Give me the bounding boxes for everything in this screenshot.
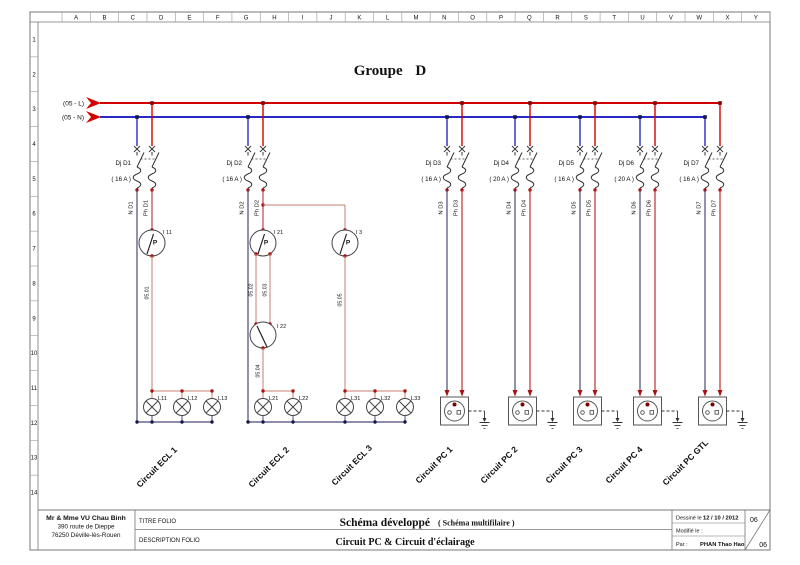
wire-number: 05.02 [248,283,255,297]
junction-dot [210,389,213,392]
grid-row-label: 12 [30,420,38,427]
switch-id: I 22 [277,324,287,330]
grid-row-label: 2 [32,72,36,79]
bus-junction-dot [150,101,154,105]
breaker-rating: ( 16 A ) [554,176,574,183]
grid-column-label: B [102,15,107,22]
bus-junction-dot [653,101,657,105]
circuit-name-label: Circuit ECL 3 [329,442,375,488]
neutral-wire-label: N D3 [438,201,445,215]
bus-junction-dot [135,115,139,119]
grid-column-label: G [243,15,249,22]
grid-row-label: 3 [32,107,36,114]
grid-column-label: W [696,15,703,22]
drawn-date-value: 12 / 10 / 2012 [703,515,739,522]
breaker-rating: ( 16 A ) [111,176,131,183]
grid-column-label: P [498,15,503,22]
grid-column-label: A [74,15,79,22]
grid-column-label: D [158,15,164,22]
lamp-label: L13 [218,396,228,402]
bus-junction-dot [513,115,517,119]
bus-junction-dot [528,101,532,105]
grid-row-label: 9 [32,316,36,323]
junction-dot [343,389,346,392]
neutral-wire-label: N D4 [506,201,513,215]
breaker-name: Dj D4 [493,160,509,167]
folio-number-bottom: 06 [759,542,767,549]
grid-column-label: I [301,15,304,22]
titre-folio-suffix: ( Schéma multifilaire ) [438,518,515,528]
sheet-title: Groupe D [353,63,427,79]
junction-dot [150,389,153,392]
drawn-by-label: Par : [676,542,688,548]
grid-row-label: 7 [32,246,36,253]
bus-junction-dot [261,101,265,105]
bus-junction-dot [246,115,250,119]
wire-number: 05.05 [337,293,344,307]
breaker-name: Dj D5 [558,160,574,167]
breaker-name: Dj D6 [618,160,634,167]
phase-bus-label: (05 - L) [63,100,84,108]
grid-row-label: 8 [32,281,36,288]
breaker-rating: ( 16 A ) [222,176,242,183]
lamp-label: L32 [381,396,391,402]
grid-column-label: V [668,15,673,22]
breaker-name: Dj D3 [425,160,441,167]
lamp-label: L11 [158,396,167,402]
junction-dot [180,389,183,392]
phase-wire-label: Ph D1 [143,199,150,217]
lamp-label: L12 [188,396,198,402]
grid-column-label: F [215,15,220,22]
phase-wire-label: Ph D7 [711,199,718,217]
grid-column-label: J [329,15,333,22]
circuit-name-label: Circuit PC 1 [413,444,455,486]
breaker-rating: ( 16 A ) [679,176,699,183]
drawn-by-value: PHAN Thao Hao [700,542,745,548]
breaker-rating: ( 16 A ) [421,176,441,183]
switch-p-letter: P [263,239,269,247]
switch-p-letter: P [152,239,158,247]
circuit-name-label: Circuit PC 2 [478,444,520,486]
owner-street: 390 route de Dieppe [57,523,115,531]
grid-column-label: K [357,15,362,22]
phase-wire-label: Ph D5 [586,199,593,217]
phase-wire-label: Ph D6 [646,199,653,217]
grid-column-label: T [612,15,617,22]
titre-folio-label: TITRE FOLIO [139,519,177,525]
lamp-label: L33 [411,396,421,402]
breaker-rating: ( 20 A ) [614,176,634,183]
phase-wire-label: Ph D4 [521,199,528,217]
grid-column-label: M [413,15,419,22]
circuit-name-label: Circuit PC 4 [603,444,645,486]
phase-wire-label: Ph D2 [254,199,261,217]
grid-row-label: 6 [32,211,36,218]
bus-junction-dot [593,101,597,105]
bus-junction-dot [460,101,464,105]
grid-column-label: O [470,15,475,22]
grid-column-label: H [272,15,277,22]
wire-number: 05.04 [255,364,262,378]
switch-symbol [250,322,276,348]
grid-column-label: N [442,15,447,22]
grid-column-label: R [555,15,560,22]
grid-row-label: 13 [30,455,38,462]
lamp-label: L31 [351,396,361,402]
grid-column-label: L [386,15,390,22]
junction-dot [135,420,138,423]
wire-number: 05.03 [262,283,269,297]
breaker-name: Dj D7 [683,160,699,167]
switch-id: I 21 [274,230,284,236]
grid-column-label: Q [526,15,532,22]
socket-earth-pin [646,403,650,407]
circuit-name-label: Circuit ECL 2 [246,444,292,490]
circuit-name-label: Circuit ECL 1 [134,444,180,490]
wire-number: 05.01 [144,286,151,300]
modified-date-label: Modifié le : [676,528,703,535]
breaker-name: Dj D1 [115,160,131,167]
neutral-wire-label: N D1 [128,201,135,215]
breaker-rating: ( 20 A ) [489,176,509,183]
socket-earth-pin [453,403,457,407]
titre-folio-value: Schéma développé [339,517,430,529]
switch-id: I 11 [163,230,172,236]
breaker-name: Dj D2 [226,160,242,167]
grid-row-label: 14 [30,490,38,497]
grid-column-label: E [187,15,192,22]
neutral-wire-label: N D5 [571,201,578,215]
junction-dot [403,389,406,392]
neutral-bus-label: (05 - N) [61,114,84,122]
bus-junction-dot [445,115,449,119]
description-folio-value: Circuit PC & Circuit d'éclairage [335,537,475,548]
grid-column-label: C [130,15,135,22]
junction-dot [373,389,376,392]
lamp-label: L21 [269,396,279,402]
bus-junction-dot [718,101,722,105]
bus-junction-dot [638,115,642,119]
junction-dot [261,420,264,423]
junction-dot [210,420,213,423]
junction-dot [343,420,346,423]
socket-earth-pin [586,403,590,407]
socket-earth-pin [521,403,525,407]
neutral-wire-label: N D2 [239,201,246,215]
switch-id: I 3 [356,230,363,236]
bus-junction-dot [703,115,707,119]
junction-dot [291,420,294,423]
socket-earth-pin [711,403,715,407]
circuit-name-label: Circuit PC 3 [543,444,585,486]
junction-dot [261,389,264,392]
junction-dot [150,420,153,423]
circuit-name-label: Circuit PC GTL [660,437,711,488]
grid-row-label: 11 [30,386,38,392]
grid-row-label: 10 [30,351,38,358]
grid-column-label: X [725,15,730,22]
folio-number-top: 06 [750,517,758,524]
junction-dot [403,420,406,423]
lamp-label: L22 [299,396,309,402]
owner-name: Mr & Mme VU Chau Binh [46,515,126,522]
junction-dot [246,420,249,423]
junction-dot [180,420,183,423]
grid-row-label: 4 [32,142,36,148]
neutral-wire-label: N D6 [631,201,638,215]
grid-column-label: S [583,15,588,22]
description-folio-label: DESCRIPTION FOLIO [139,538,200,544]
junction-dot [291,389,294,392]
grid-column-label: Y [753,15,758,22]
bus-junction-dot [578,115,582,119]
switch-p-letter: P [345,239,351,247]
junction-dot [373,420,376,423]
phase-wire-label: Ph D3 [453,199,460,217]
grid-column-label: U [640,15,645,22]
grid-row-label: 1 [32,37,36,44]
drawn-date-label: Dessiné le : [676,515,705,522]
grid-row-label: 5 [32,176,36,183]
owner-city: 76250 Déville-lès-Rouen [51,532,121,539]
neutral-wire-label: N D7 [696,201,703,215]
